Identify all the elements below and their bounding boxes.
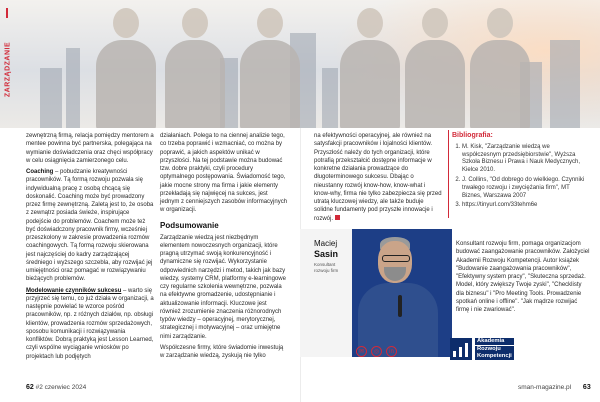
hero-building xyxy=(322,68,338,128)
section-label-text: ZARZĄDZANIE xyxy=(4,41,12,98)
linkedin-icon[interactable]: in xyxy=(386,346,397,357)
bibliography-rule xyxy=(448,130,449,218)
microphone-icon xyxy=(398,295,402,317)
paragraph-text: na efektywności operacyjnej, ale również na satysfakcji pracowników i lojalności klientów. Przyszłość należy do tych organizacji, które potrafią przekształcić dostępne informacje w konkretne działania prowadzące do długoterminowego sukcesu. Dbając o nieustanny rozwój know-how, know-what i know-why, firma nie tylko zabezpiecza się przed utratą kluczowej wiedzy, ale także buduje solidne fundamenty pod przyszłe innowacje i rozwój. xyxy=(314,133,442,222)
page-number-right: 63 xyxy=(582,384,591,391)
author-bio xyxy=(456,240,590,317)
web-icon[interactable]: ◎ xyxy=(371,346,382,357)
bibliography-link[interactable]: 3. https://tinyurl.com/33tehm6e xyxy=(462,202,588,210)
hero-person-silhouette xyxy=(96,8,156,128)
bibliography xyxy=(452,132,588,212)
bibliography-item: 2. J. Collins, "Od dobrego do wielkiego. Czynniki trwałego rozwoju i zwyciężania firm", MT Biznes, Warszawa 2007 xyxy=(462,177,588,200)
term-modelowanie: Modelowanie czynników sukcesu xyxy=(26,287,122,294)
logo-line: Rozwoju xyxy=(475,346,514,353)
bibliography-list xyxy=(452,144,588,210)
bibliography-title: Bibliografia: xyxy=(452,132,493,139)
section-label xyxy=(2,18,14,128)
footer-left xyxy=(26,384,86,391)
paragraph xyxy=(26,287,154,361)
logo-mark-icon xyxy=(450,338,472,360)
hero-building xyxy=(66,48,80,128)
hero-person-silhouette xyxy=(340,8,400,128)
paragraph xyxy=(314,132,442,223)
section-marker xyxy=(6,8,8,18)
paragraph-text: – warto się przyjrzeć się temu, co już działa w organizacji, a następnie powielać te wzorce pośród pracowników, np. z różnych działów, np. obsługi klientów, prowadzenia rozmów sprzedażowych, sposobu komunikacji i rozwiązywania konfliktów. Dobrą praktyką jest Lesson Learned, czyli wspólne wyciąganie wniosków po projektach lub podjętych xyxy=(26,287,154,360)
section-heading: Podsumowanie xyxy=(160,220,219,230)
akademia-logo xyxy=(450,338,520,360)
issue-label: #2 czerwiec 2024 xyxy=(35,384,87,391)
email-icon[interactable]: ✉ xyxy=(356,346,367,357)
logo-line: Kompetencji xyxy=(477,353,512,359)
term-coaching: Coaching xyxy=(26,169,54,175)
left-column-1 xyxy=(26,132,154,364)
right-column-1 xyxy=(314,132,442,226)
paragraph: działaniach. Polega to na ciennej analizie tego, co trzeba poprawić i wzmacniać, co można by poprawić, a jakich aspektów unikać w przyszłości. Na tej podstawie można budować tzw. dobre praktyki, czyli procedury optymalnego postępowania. Świadomość tego, jakie mocne strony ma firma i jakie elementy przekładają się najwięcej na sukces, jest jednym z cenniejszych zasobów informacyjnych w organizacji. xyxy=(160,133,288,214)
author-photo-body xyxy=(358,283,438,357)
hero-person-silhouette xyxy=(165,8,225,128)
author-photo-glasses xyxy=(382,255,410,262)
paragraph: zewnętrzną firmą, relacja pomiędzy mentorem a mentee powinna być partnerska, polegająca na wymianie doświadczenia oraz chęci współpracy w celu osiągnięcia zamierzonego celu. xyxy=(26,133,154,164)
end-mark xyxy=(335,215,340,220)
author-name-box xyxy=(300,229,352,357)
hero-image xyxy=(0,0,600,128)
author-role: Konsultant rozwoju firm xyxy=(314,262,339,273)
site-url[interactable]: sman-magazine.pl xyxy=(518,384,572,391)
paragraph xyxy=(26,168,154,284)
paragraph: Współczesne firmy, które świadomie inwestują w zarządzanie wiedzą, zyskują nie tylko xyxy=(160,344,284,359)
page-number-left: 62 xyxy=(26,384,34,391)
hero-building xyxy=(550,40,580,128)
author-last-name: Sasin xyxy=(314,249,339,259)
footer-right xyxy=(518,384,591,391)
author-first-name: Maciej xyxy=(314,239,338,248)
hero-person-silhouette xyxy=(470,8,530,128)
left-column-2 xyxy=(160,132,288,363)
author-card xyxy=(300,229,452,357)
hero-person-silhouette xyxy=(405,8,465,128)
logo-line: Akademia xyxy=(475,338,514,345)
bibliography-item: 1. M. Kisk, "Zarządzanie wiedzą we współczesnym przedsiębiorstwie", Wyższa Szkoła Biznesu i Prawa i Nauk Medycznych, Kielce 2010. xyxy=(462,144,588,175)
paragraph-text: – pobudzanie kreatywności pracowników. Tą formą rozwoju pozwala się indywidualną pracę z osobą chcącą się doskonalić. Coaching może być prowadzony przez firmę zewnętrzną. Zaletą jest to, że osoba z zewnątrz posiada świeże, inspirujące podejście do problemów. Coachem może też być doświadczony pracownik firmy, wcześniej przeszkolony w zakresie prowadzenia rozmów coachingowych. Tą formą rozwoju skierowana jest najczęściej do kadry zarządzającej średniego i wyższego szczebla, aby rozwijać jej umiejętności oraz pomagać w rozwiązywaniu bieżących problemów. xyxy=(26,169,154,283)
hero-building xyxy=(40,68,62,128)
author-bio-text: Konsultant rozwoju firm, pomaga organizacjom budować zaangażowanie pracowników. Założyciel Akademii Rozwoju Kompetencji. Autor książek "Budowanie zaangażowania pracowników", "Efektywny system pracy", "Skuteczna sprzedaż. Model, który zwiększy Twoje zyski", "Checklisty dla biznesu" i "Pro Meeting Tools. Prowadzenie spotkań online i offline". "Jak mądrze rozwijać firmę i nie zwariować". xyxy=(456,241,590,313)
logo-text xyxy=(475,338,514,361)
paragraph: Zarządzanie wiedzą jest niezbędnym elementem nowoczesnych organizacji, które pragną utrzymać swoją konkurencyjność i dynamiczne się rozwijać. Wykorzystanie odpowiednich narzędzi i metod, takich jak bazy wiedzy, systemy CRM, platformy e-learningowe czy regularne szkolenia wewnętrzne, pozwala na efektywne gromadzenie, udostępnianie i aktualizowanie informacji. Kluczowe jest również zrozumienie znaczenia różnorodnych typów wiedzy – operacyjnej, merytorycznej, strategicznej i motywacyjnej – oraz umiejętne nimi zarządzanie. xyxy=(160,234,286,340)
hero-person-silhouette xyxy=(240,8,300,128)
